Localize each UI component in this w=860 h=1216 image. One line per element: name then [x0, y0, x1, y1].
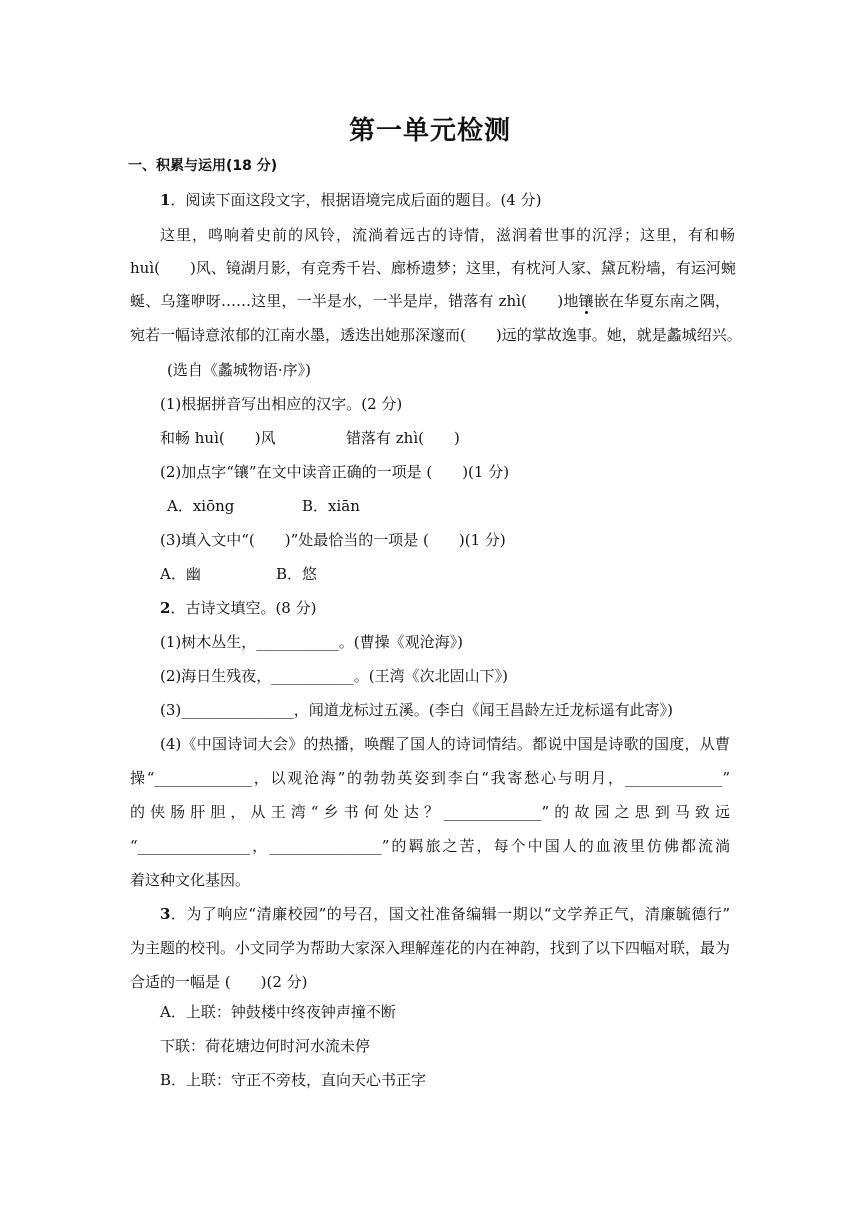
question-3-stem: 3．为了响应“清廉校园”的号召，国文社准备编辑一期以“文学养正气，清廉毓德行” [160, 905, 730, 923]
poem-paragraph-line: 的侠肠肝胆，从王湾“乡书何处达？_____________”的故园之思到马致远 [130, 803, 730, 821]
sub-question: (1)根据拼音写出相应的汉字。(2 分) [160, 395, 403, 413]
dotted-character: 镶 [578, 292, 594, 310]
sub-question-blank: 错落有 zhì( ) [346, 429, 460, 447]
poem-blank: (3)_______________，闻道龙标过五溪。(李白《闻王昌龄左迁龙标遥有此寄》) [160, 701, 673, 719]
option: A．上联：钟鼓楼中终夜钟声撞不断 [160, 1003, 396, 1021]
question-3-number: 3 [160, 905, 171, 923]
poem-paragraph-line: 着这种文化基因。 [130, 871, 251, 889]
poem-blank: (1)树木丛生，___________。(曹操《观沧海》) [160, 633, 463, 651]
poem-paragraph-line: (4)《中国诗词大会》的热播，唤醒了国人的诗词情结。都说中国是诗歌的国度，从曹 [160, 735, 730, 753]
question-1-number: 1 [160, 191, 171, 209]
option: A．幽 [160, 565, 201, 583]
passage-line: 蜒、乌篷咿呀……这里，一半是水，一半是岸，错落有 zhì( )地镶嵌在华夏东南之隅， [130, 292, 730, 310]
section-heading: 一、积累与运用(18 分) [128, 158, 278, 174]
poem-paragraph-line: 操“_____________，以观沧海”的勃勃英姿到李白“我寄愁心与明月，_____________” [130, 769, 730, 787]
question-3-stem-line: 为主题的校刊。小文同学为帮助大家深入理解莲花的内在神韵，找到了以下四幅对联，最为 [130, 939, 731, 957]
option: A．xiōng [167, 497, 235, 515]
passage-line: huì( )风、镜湖月影，有竞秀千岩、廊桥遗梦；这里，有枕河人家、黛瓦粉墙，有运河蜿 [130, 259, 736, 277]
option: B．xiān [302, 497, 360, 515]
option: B．上联：守正不旁枝，直向天心书正字 [160, 1071, 427, 1089]
question-1-stem: 1．阅读下面这段文字，根据语境完成后面的题目。(4 分) [160, 191, 542, 209]
poem-blank: (2)海日生残夜，___________。(王湾《次北固山下》) [160, 667, 508, 685]
sub-question: (2)加点字“镶”在文中读音正确的一项是 ( )(1 分) [160, 463, 510, 481]
question-2-number: 2 [160, 599, 171, 617]
sub-question-blank: 和畅 huì( )风 [160, 429, 276, 447]
question-3-stem-line: 合适的一幅是 ( )(2 分) [130, 973, 308, 991]
passage-line: 这里，鸣响着史前的风铃，流淌着远古的诗情，滋润着世事的沉浮；这里，有和畅 [160, 226, 737, 244]
passage-source: (选自《蠡城物语·序》) [167, 361, 311, 379]
sub-question: (3)填入文中“( )”处最恰当的一项是 ( )(1 分) [160, 531, 506, 549]
page-title: 第一单元检测 [348, 116, 511, 146]
option: 下联：荷花塘边何时河水流未停 [160, 1037, 371, 1055]
passage-line: 宛若一幅诗意浓郁的江南水墨，透迭出她那深邃而( )远的掌故逸事。她，就是蠡城绍兴。 [130, 326, 742, 344]
question-2-stem: 2．古诗文填空。(8 分) [160, 599, 317, 617]
poem-paragraph-line: “_______________，_______________”的羁旅之苦，每个中国人的血液里仿佛都流淌 [130, 837, 730, 855]
option: B．悠 [276, 565, 318, 583]
